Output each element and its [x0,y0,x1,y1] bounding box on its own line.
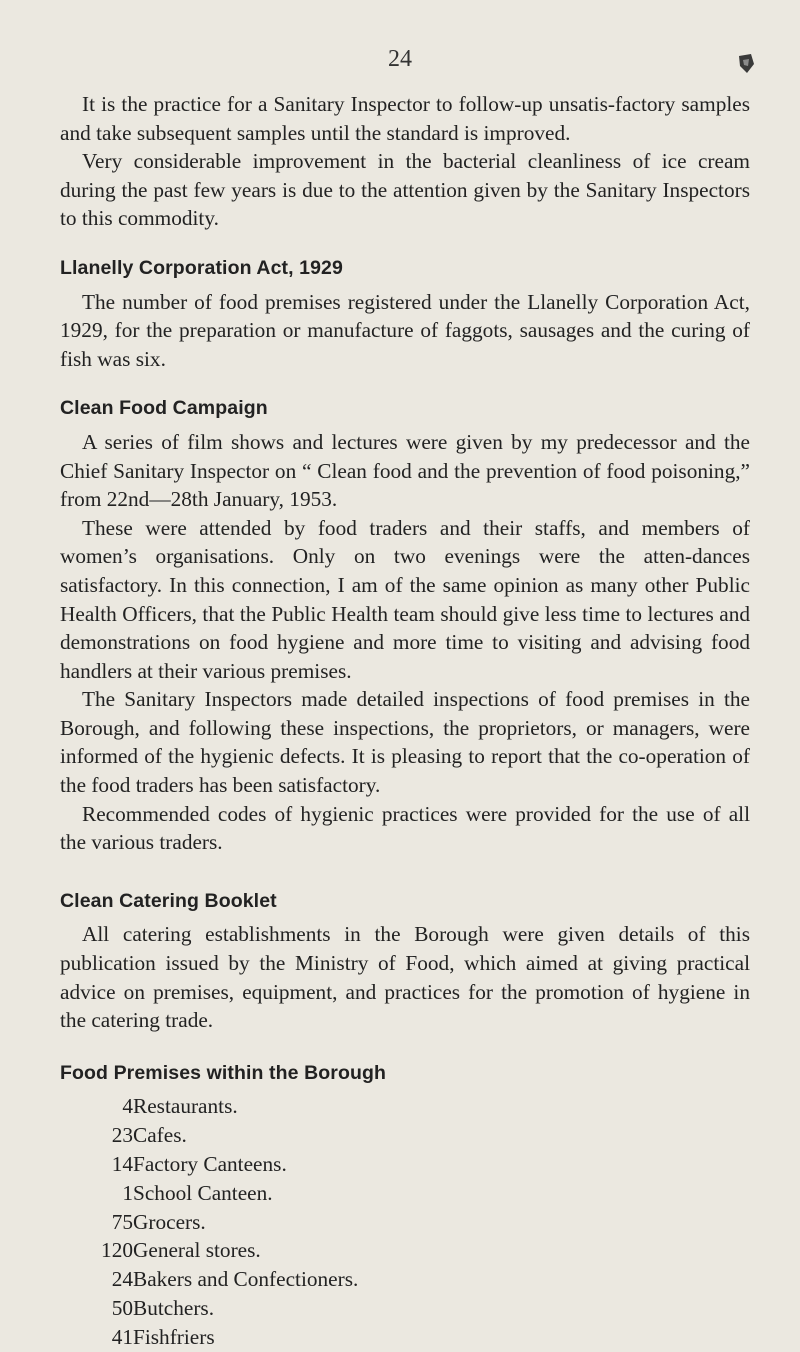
premises-type: Butchers. [133,1295,215,1320]
table-row [83,1121,358,1150]
premises-type: Restaurants. [133,1094,238,1119]
corner-mark-icon [737,52,755,74]
clean-food-heading: Clean Food Campaign [60,397,268,420]
table-row [83,1323,358,1352]
premises-count: 24 [111,1267,133,1292]
premises-count: 120 [101,1238,133,1263]
premises-type: Cafes. [133,1123,187,1148]
clean-food-paragraph-3: The Sanitary Inspectors made detailed inspections of food premises in the Borough, and following these inspections, the proprietors, or managers, were informed of the hygienic defects. It is pleasing to report that the co-operation of the food traders has been satisfactory. [60,687,750,798]
table-row [83,1208,358,1237]
page-content [60,90,750,1352]
premises-type: School Canteen. [133,1180,273,1205]
premises-count: 14 [111,1152,133,1176]
premises-type: Fishfriers [133,1324,215,1349]
premises-count: 75 [111,1209,133,1234]
clean-food-paragraph-2: These were attended by food traders and their staffs, and members of women’s organisations. Only on two evenings were the atten-dances satisfactory. In this connection, I am of the same opinion as many other Public Health Officers, that the Public Health team should give less time to lectures and demonstrations on food hygiene and more time to visiting and advising food handlers at their various premises. [60,515,750,683]
premises-count: 23 [111,1123,133,1148]
clean-food-paragraph-4: Recommended codes of hygienic practices were provided for the use of all the various traders. [60,801,750,855]
llanelly-act-heading: Llanelly Corporation Act, 1929 [60,256,343,279]
intro-paragraph-1: It is the practice for a Sanitary Inspector to follow-up unsatis-factory samples and take subsequent samples until the standard is improved. [60,92,750,145]
page-number: 24 [388,46,412,72]
table-row [83,1150,358,1179]
clean-catering-paragraph: All catering establishments in the Borough were given details of this publication issued by the Ministry of Food, which aimed at giving practical advice on premises, equipment, and practices for the promotion of hygiene in the catering trade. [60,922,750,1033]
premises-type: Factory Canteens. [133,1152,287,1176]
intro-paragraph-2: Very considerable improvement in the bacterial cleanliness of ice cream during the past few years is due to the attention given by the Sanitary Inspectors to this commodity. [60,149,750,231]
food-premises-table [83,1092,358,1351]
llanelly-act-paragraph: The number of food premises registered under the Llanelly Corporation Act, 1929, for the preparation or manufacture of faggots, sausages and the curing of fish was six. [60,289,750,371]
table-row [83,1179,358,1208]
table-row [83,1236,358,1265]
premises-count: 50 [111,1295,133,1320]
clean-catering-heading: Clean Catering Booklet [60,889,277,912]
table-row [83,1265,358,1294]
clean-food-paragraph-1: A series of film shows and lectures were given by my predecessor and the Chief Sanitary Inspector on “ Clean food and the prevention of food poisoning,” from 22nd—28th January, 1953. [60,429,750,512]
premises-count: 1 [122,1180,133,1205]
table-row [83,1294,358,1323]
table-row [83,1092,358,1121]
premises-count: 4 [122,1094,133,1119]
premises-type: Grocers. [133,1209,206,1234]
premises-type: General stores. [133,1238,261,1263]
premises-count: 41 [111,1324,133,1349]
premises-type: Bakers and Confectioners. [133,1267,359,1292]
food-premises-heading: Food Premises within the Borough [60,1061,387,1084]
